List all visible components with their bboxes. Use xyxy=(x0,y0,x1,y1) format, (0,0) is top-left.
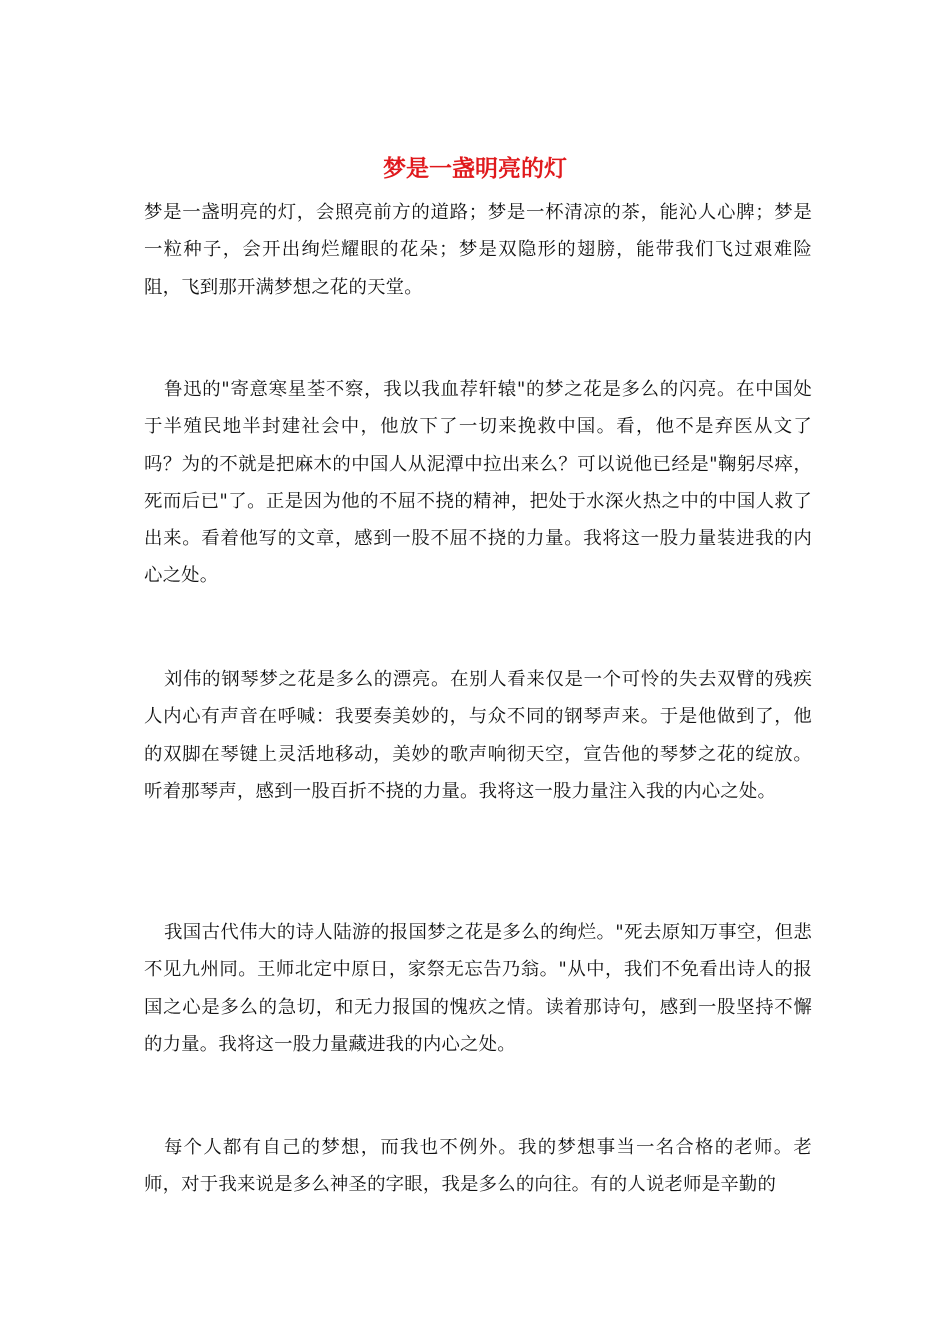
paragraph-liu-wei: 刘伟的钢琴梦之花是多么的漂亮。在别人看来仅是一个可怜的失去双臂的残疾人内心有声音在呼喊：我要奏美妙的，与众不同的钢琴声来。于是他做到了，他的双脚在琴键上灵活地移动，美妙的歌声响彻天空，宣告他的琴梦之花的绽放。听着那琴声，感到一股百折不挠的力量。我将这一股力量注入我的内心之处。 xyxy=(144,669,812,802)
document-title: 梦是一盏明亮的灯 xyxy=(383,155,567,182)
paragraph-lu-xun: 鲁迅的"寄意寒星荃不察，我以我血荐轩辕"的梦之花是多么的闪亮。在中国处于半殖民地半封建社会中，他放下了一切来挽救中国。看，他不是弃医从文了吗？为的不就是把麻木的中国人从泥潭中拉出来么？可以说他已经是"鞠躬尽瘁，死而后已"了。正是因为他的不屈不挠的精神，把处于水深火热之中的中国人救了出来。看着他写的文章，感到一股不屈不挠的力量。我将这一股力量装进我的内心之处。 xyxy=(144,379,812,587)
paragraph-intro: 梦是一盏明亮的灯，会照亮前方的道路；梦是一杯清凉的茶，能沁人心脾；梦是一粒种子，会开出绚烂耀眼的花朵；梦是双隐形的翅膀，能带我们飞过艰难险阻，飞到那开满梦想之花的天堂。 xyxy=(144,202,812,298)
paragraph-my-dream: 每个人都有自己的梦想，而我也不例外。我的梦想事当一名合格的老师。老师，对于我来说是多么神圣的字眼，我是多么的向往。有的人说老师是辛勤的 xyxy=(144,1137,812,1196)
paragraph-lu-you: 我国古代伟大的诗人陆游的报国梦之花是多么的绚烂。"死去原知万事空，但悲不见九州同。王师北定中原日，家祭无忘告乃翁。"从中，我们不免看出诗人的报国之心是多么的急切，和无力报国的愧疚之情。读着那诗句，感到一股坚持不懈的力量。我将这一股力量藏进我的内心之处。 xyxy=(144,922,812,1055)
